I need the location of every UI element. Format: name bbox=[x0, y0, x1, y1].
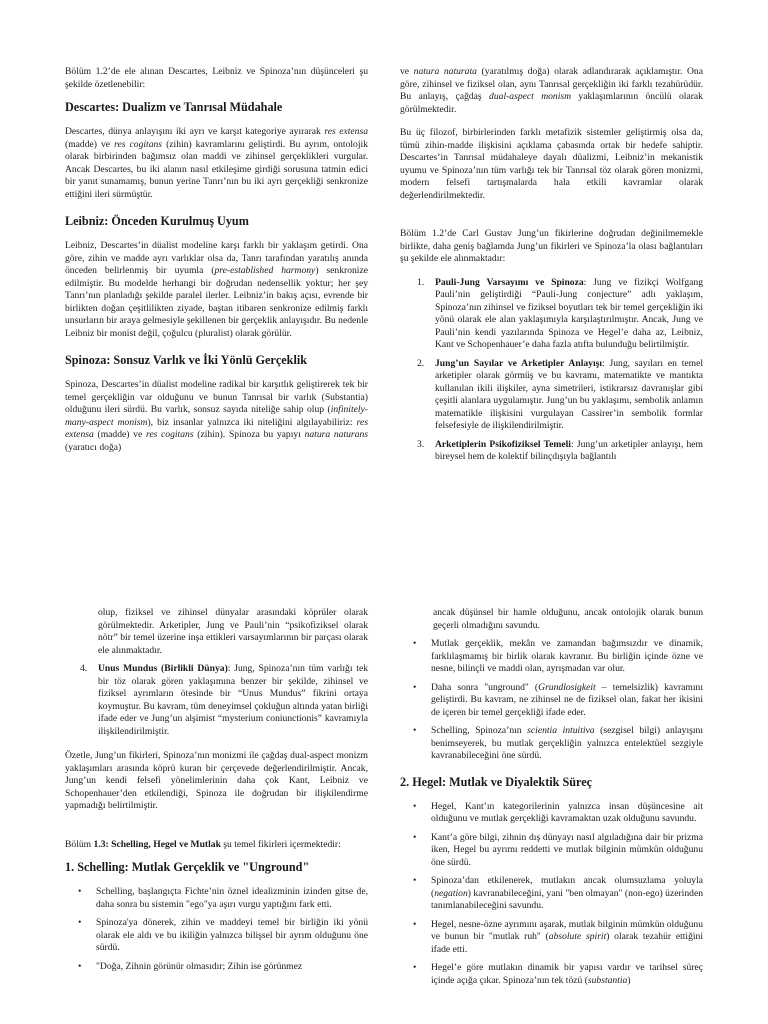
list-item: • Schelling, Spinoza’nın scientia intuitiva (sezgisel bilgi) anlayışını benimseyerek, bu mutlak gerçekliğin yalnızca entelektüel sezgiyle kavranabileceğini öne sürdü. bbox=[409, 725, 703, 763]
paragraph-spinoza: Spinoza, Descartes’in düalist modeline radikal bir karşıtlık geliştirerek tek bir temel gerçekliğin var olduğunu ve bunun Tanrısal bir varlık (Substantia) olduğunu ileri sürdü. Bu varlık, sonsuz sayıda niteliğe sahip olup (infinitely-many-aspect monism), biz insanlar yalnızca iki niteliğini algılayabiliriz: res extensa (madde) ve res cogitans (zihin). Spinoza bu yapıyı natura naturans (yaratıcı doğa) bbox=[65, 379, 368, 453]
column-left-top bbox=[65, 66, 368, 454]
list-item: • Hegel, Kant’ın kategorilerinin yalnızca insan düşüncesine ait olduğunu ve mutlak gerçekliği kavramaktan uzak olduğunu savundu. bbox=[409, 801, 703, 826]
heading-leibniz: Leibniz: Önceden Kurulmuş Uyum bbox=[65, 214, 249, 228]
list-item: 1. Pauli-Jung Varsayımı ve Spinoza: Jung ve fizikçi Wolfgang Pauli’nin geliştirdiği “Pauli-Jung conjecture” adlı yaklaşım, Spinoza’nın zihinsel ve fiziksel boyutları tek bir temel gerçekliğin iki yönü olarak ele alan yaklaşımıyla karşılaştırılmıştır. Ancak, Jung ve Pauli’nin kendi yazılarında Spinoza ve Hegel’e daha az, Leibniz, Kant ve Schopenhauer’e daha fazla atıfta bulunduğu belirtilmiştir. bbox=[417, 276, 703, 350]
list-item: • Daha sonra "unground" (Grundlosigkeit – temelsizlik) kavramını geliştirdi. Bu kavram, ne zihinsel ne de fiziksel olan, fakat her ikisini de içeren bir temel gerçekliği ifade eder. bbox=[409, 682, 703, 720]
hegel-bullets bbox=[409, 801, 703, 988]
column-right-bottom bbox=[400, 607, 703, 987]
column-left-bottom bbox=[65, 607, 368, 973]
jung-list bbox=[417, 277, 703, 464]
heading-hegel: 2. Hegel: Mutlak ve Diyalektik Süreç bbox=[400, 774, 593, 789]
heading-spinoza: Spinoza: Sonsuz Varlık ve İki Yönlü Gerçeklik bbox=[65, 353, 307, 367]
schelling-bullets-continued bbox=[409, 638, 703, 763]
list-item-continuation: ancak düşünsel bir hamle olduğunu, ancak ontolojik olarak bunun geçerli olmadığını savundu. bbox=[433, 607, 703, 631]
schelling-bullets bbox=[74, 886, 368, 973]
list-item: • Mutlak gerçeklik, mekân ve zamandan bağımsızdır ve dinamik, farklılaşmamış bir birlik olarak kavranır. Bu birliğin içinde özne ve nesne, bilinçli ve maddi olan, ayrışmadan var olur. bbox=[409, 638, 703, 676]
paragraph-leibniz: Leibniz, Descartes’in düalist modeline karşı farklı bir yaklaşım getirdi. Ona göre, zihin ve madde ayrı varlıklar olsa da, Tanrı tarafından yaratılış anında önceden belirlenmiş bir uyumla (pre-established harmony) senkronize edilmiştir. Bu modelde herhangi bir doğrudan nedensellik yoktur; her şey Tanrı’nın planladığı şekilde paralel ilerler. Leibniz’in bakış açısı, evrende bir birlikten doğan çeşitlilikten ziyade, baştan itibaren senkronize edilmiş farklı unsurların bir araya gelmesiyle şekillenen bir gerçeklik anlayışıdır. Bu nedenle Leibniz bir monist değil, çoğulcu (pluralist) olarak görülür. bbox=[65, 240, 368, 339]
heading-schelling: 1. Schelling: Mutlak Gerçeklik ve "Unground" bbox=[65, 860, 310, 874]
paragraph-jung-intro: Bölüm 1.2’de Carl Gustav Jung’un fikirlerine doğrudan değinilmemekle birlikte, daha geniş bağlamda Jung’un fikirleri ve Spinoza’la olası bağlantıları şu şekilde ele alınmaktadır: bbox=[400, 228, 703, 264]
list-item: 4. Unus Mundus (Birlikli Dünya): Jung, Spinoza’nın tüm varlığı tek bir töz olarak gören yaklaşımına benzer bir şekilde, zihinsel ve fiziksel ayrımların ötesinde bir “Unus Mundus” fikrini ortaya koymuştur. Bu kavram, tüm deneyimsel çokluğun altında yatan birliği ifade eder ve Jung’un alşimist “mysterium coniunctionis” kavramıyla ilişkilendirilmiştir. bbox=[80, 663, 368, 737]
jung-list-continued bbox=[80, 663, 368, 738]
paragraph-section-13-intro: Bölüm 1.3: Schelling, Hegel ve Mutlak şu temel fikirleri içermektedir: bbox=[65, 838, 341, 850]
list-item: • "Doğa, Zihnin görünür olmasıdır; Zihin ise görünmez bbox=[74, 961, 368, 974]
paragraph-descartes: Descartes, dünya anlayışını iki ayrı ve karşıt kategoriye ayırarak res extensa (madde) ve res cogitans (zihin) kavramlarını geliştirdi. Bu ayrım, ontolojik olarak birbirinden bağımsız olan maddi ve zihinsel gerçeklikleri vurgular. Ancak Descartes, bu iki alanın nasıl etkileşime girdiği sorusuna tatmin edici bir yanıt sunamamış, bunun yerine Tanrı’nın bu iki ayrı gerçekliği senkronize ettiğini ileri sürmüştür. bbox=[65, 126, 368, 200]
list-item: 2. Jung’un Sayılar ve Arketipler Anlayışı: Jung, sayıları en temel arketipler olarak görmüş ve bu kavramı, matematikte ve mantıkta kullanılan ikili ilişkiler, ayna simetrileri, istikrarsız davranışlar gibi çeşitli alanlara uygulamıştır. Jung’un bu yaklaşımı, sembolik anlamın matematikle ilişkisini vurgulayan Cassirer’in sembolik formlar felsefesiyle de ilişkilendirilmiştir. bbox=[417, 357, 704, 431]
heading-descartes: Descartes: Dualizm ve Tanrısal Müdahale bbox=[65, 100, 283, 114]
paragraph-continuation: ve natura naturata (yaratılmış doğa) olarak adlandırarak açıklamıştır. Ona göre, zihinsel ve fiziksel olan, aynı Tanrısal gerçekliğin iki farklı tezahürüdür. Bu anlayış, çağdaş dual-aspect monism yaklaşımlarının öncülü olarak görülmektedir. bbox=[400, 66, 703, 115]
list-item: • Kant’a göre bilgi, zihnin dış dünyayı nasıl algıladığına dair bir prizma iken, Hegel bu ayrımı reddetti ve mutlak bilginin mümkün olduğunu öne sürdü. bbox=[409, 832, 703, 870]
paragraph-summary: Özetle, Jung’un fikirleri, Spinoza’nın monizmi ile çağdaş dual-aspect monizm yaklaşımları arasında köprü kuran bir çerçevede değerlendirilmiştir. Ancak, Jung’un kendi felsefi yönelimlerinin daha çok Kant, Leibniz ve Schopenhauer’den etkilendiği, Spinoza ile doğrudan bir ilişkilendirme yapmadığı belirtilmiştir. bbox=[65, 750, 368, 811]
list-item: • Spinoza'ya dönerek, zihin ve maddeyi temel bir birliğin iki yönü olarak ele aldı ve bu ikiliğin yalnızca bilişsel bir ayrım olduğunu öne sürdü. bbox=[74, 917, 368, 955]
list-item-continuation: olup, fiziksel ve zihinsel dünyalar arasındaki köprüler olarak görülmektedir. Arketipler, Jung ve Pauli’nin “psikofiziksel olarak nötr” bir temel üzerine inşa ettikleri varsayımlarının bir parçası olarak ele alınmaktadır. bbox=[98, 607, 368, 656]
list-item: • Spinoza’dan etkilenerek, mutlakın ancak olumsuzlama yoluyla (negation) kavranabileceğini, yani "ben olmayan" (non-ego) üzerinden tanımlanabileceğini savundu. bbox=[409, 875, 703, 913]
list-item: 3. Arketiplerin Psikofiziksel Temeli: Jung’un arketipler anlayışı, hem bireysel hem de kolektif bilinçdışıyla bağlantılı bbox=[417, 438, 703, 462]
list-item: • Hegel’e göre mutlakın dinamik bir yapısı vardır ve tarihsel süreç içinde açığa çıkar. Spinoza’nın tek tözü (substantia) bbox=[409, 962, 703, 987]
list-item: • Schelling, başlangıçta Fichte’nin öznel idealizminin izinden gitse de, daha sonra bu sistemin "ego"ya aşırı vurgu yaptığını fark etti. bbox=[74, 886, 368, 911]
column-right-top bbox=[400, 66, 703, 464]
intro-paragraph: Bölüm 1.2’de ele alınan Descartes, Leibniz ve Spinoza’nın düşünceleri şu şekilde özetlenebilir: bbox=[65, 66, 368, 90]
list-item: • Hegel, nesne-özne ayrımını aşarak, mutlak bilginin mümkün olduğunu ve bunun bir "mutlak ruh" (absolute spirit) olarak tezahür ettiğini ifade etti. bbox=[409, 919, 703, 957]
paragraph-three-philosophers: Bu üç filozof, birbirlerinden farklı metafizik sistemler geliştirmiş olsa da, tümü zihin-madde ilişkisini açıklama çabasında ortak bir hedefe sahiptir. Descartes’in Tanrısal müdahaleye dayalı düalizmi, Leibniz’in mekanistik uyumu ve Spinoza’nın tüm varlığı tek bir Tanrısal töz olarak gören monizmi, modern felsefi tartışmalarda hala etkili kavramlar olarak değerlendirilmektedir. bbox=[400, 127, 703, 201]
